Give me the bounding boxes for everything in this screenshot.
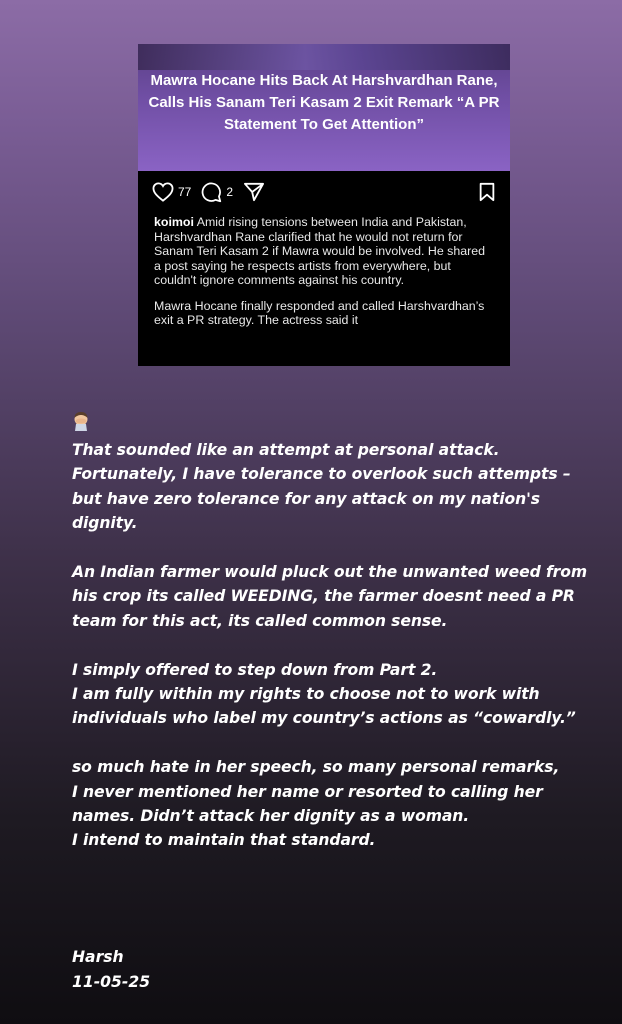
story-date: 11-05-25 [72,973,151,991]
story-paragraph-2: An Indian farmer would pluck out the unwanted weed from his crop its called WEEDING, the farmer doesnt need a PR team for this act, its called common sense. [72,563,588,630]
comment-icon[interactable] [201,182,222,203]
story-paragraph-3: I simply offered to step down from Part 2. I am fully within my rights to choose not to work with individuals who label my country’s actions as “cowardly.” [72,660,576,728]
caption-text-1: Amid rising tensions between India and Pakistan, Harshvardhan Rane clarified that he would not return for Sanam Teri Kasam 2 if Mawra would be involved. He shared a post saying he respects artists from everywhere, but couldn't ignore comments against his country. [154,215,486,287]
story-signature-block [72,945,150,995]
comments-count: 2 [226,185,234,199]
heart-icon[interactable] [152,182,174,202]
post-image [138,44,510,171]
shared-post-card[interactable] [138,44,510,366]
post-caption [138,213,510,328]
post-headline: Mawra Hocane Hits Back At Harshvardhan Rane, Calls His Sanam Teri Kasam 2 Exit Remark “A PR Statement To Get Attention” [148,72,500,133]
post-action-row [138,171,510,213]
story-paragraph-4: so much hate in her speech, so many personal remarks, I never mentioned her name or resorted to calling her names. Didn’t attack her dignity as a woman. I intend to maintain that standard. [72,758,560,850]
share-icon[interactable] [243,182,265,202]
man-facepalming-emoji-icon [70,410,92,432]
post-image-photo-strip [138,44,510,70]
bookmark-icon[interactable] [478,182,496,202]
likes-count: 77 [178,185,192,199]
caption-paragraph-2: Mawra Hocane finally responded and called Harshvardhan’s exit a PR strategy. The actress said it [154,298,485,327]
caption-paragraph-1 [154,215,494,288]
story-signature: Harsh [72,948,124,966]
story-statement [72,438,592,877]
story-paragraph-1: That sounded like an attempt at personal attack. Fortunately, I have tolerance to overlook such attempts – but have zero tolerance for any attack on my nation's dignity. [72,441,571,533]
caption-username[interactable]: koimoi [154,215,194,229]
